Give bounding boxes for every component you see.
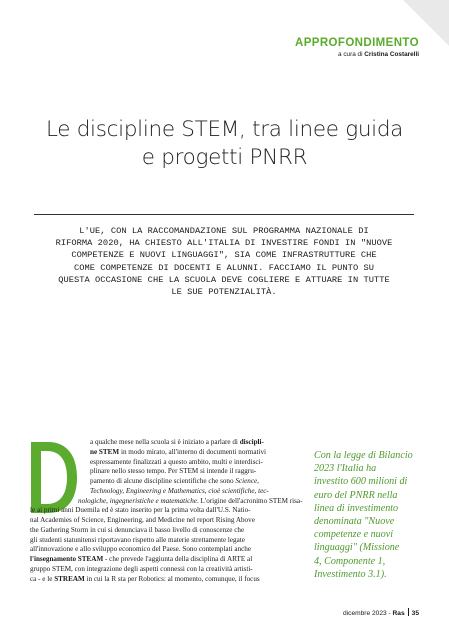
pull-quote-line: 2023 l'Italia ha (314, 463, 377, 475)
byline-author: Cristina Costarelli (364, 51, 419, 58)
body-line (30, 467, 295, 477)
body-text-run: all'innovazione e allo sviluppo economico del Paese. Sono contemplati anche (30, 545, 251, 554)
lead-line: RIFORMA 2020, HA CHIESTO ALL'ITALIA DI INVESTIRE FONDI IN "NUOVE (55, 238, 393, 249)
pull-quote-line: 4, Componente 1, (314, 555, 386, 567)
body-text-run: le ai primi anni Duemila ed è stato inserito per la prima volta dall'U.S. Natio- (30, 506, 251, 515)
body-line (30, 565, 295, 575)
body-text-run: Science, (235, 477, 259, 485)
body-line (30, 545, 295, 555)
body-text-run: - che prevede l'aggiunta della disciplina di ARTE al (103, 555, 253, 563)
lead-line: COMPETENZE E NUOVI LINGUAGGI", SIA COME INFRASTRUTTURE CHE (71, 250, 377, 261)
body-text-run: ne STEM (90, 447, 120, 456)
title-line: Le discipline STEM, tra linee guida (45, 117, 404, 142)
lead-line: QUESTA OCCASIONE CHE LA SCUOLA DEVE COGLIERE E ATTUARE IN TUTTE (58, 274, 390, 285)
issue-date: dicembre 2023 (343, 610, 387, 617)
article-body (30, 438, 303, 584)
byline (295, 50, 419, 59)
body-text-run: , (204, 486, 209, 495)
body-text-run: Technology, Engineering e Mathematics (90, 486, 205, 495)
body-text-run: gli studenti statunitensi riportavano rispetto alle materie strettamente legate (30, 535, 245, 544)
body-text-run: plinare nello stesso tempo. Per STEM si intende il raggru- (90, 467, 257, 476)
article-title (20, 116, 429, 172)
body-text-run: in modo mirato, all'interno di documenti normativi (119, 447, 267, 456)
body-line (30, 448, 295, 458)
magazine-name: Ras (392, 610, 405, 617)
body-text-run: STREAM (54, 574, 85, 583)
page-number: 35 (411, 610, 419, 617)
body-line (30, 477, 295, 487)
body-line (30, 458, 295, 468)
body-line (30, 526, 295, 536)
pull-quote-line: Con la legge di Bilancio (314, 450, 413, 461)
pull-quote-line: linguaggi" (Missione (314, 542, 400, 554)
title-line: e progetti PNRR (141, 145, 308, 170)
pull-quote-line: linea di investimento (314, 502, 399, 514)
lead-line: L'UE, CON LA RACCOMANDAZIONE SUL PROGRAMMA NAZIONALE DI (79, 226, 369, 236)
body-line (30, 496, 303, 507)
body-line (30, 487, 295, 497)
byline-prefix: a cura di (338, 51, 363, 58)
lead-paragraph (34, 225, 414, 298)
body-line (30, 555, 295, 565)
body-text-run: l'insegnamento STEAM (30, 555, 104, 563)
pull-quote-line: denominata "Nuove (314, 516, 395, 528)
body-text-run: . L'origine dell'acronimo STEM risa- (196, 496, 303, 505)
lead-line: COME COMPETENZE DI DOCENTI E ALUNNI. FACCIAMO IL PUNTO SU (73, 262, 374, 273)
page-footer: dicembre 2023 - Ras 35 (343, 610, 419, 617)
section-header (295, 36, 419, 59)
pull-quote-line: competenze e nuovi (314, 529, 394, 541)
body-text-run: the Gathering Storm in cui si denunciava il basso livello di conoscenze che (30, 525, 245, 534)
footer-separator (408, 608, 409, 616)
pull-quote-line: euro del PNRR nella (314, 489, 398, 501)
body-text-run: espressamente finalizzati a questo ambito, multi e interdisci- (90, 457, 263, 466)
lead-line: LE SUE POTENZIALITÀ. (171, 287, 277, 298)
divider (34, 214, 414, 215)
pull-quote-line: Investimento 3.1). (314, 568, 387, 580)
body-line (30, 506, 295, 516)
pull-quote-line: investito 600 milioni di (314, 476, 408, 488)
body-text-run: cioè scientifiche, tec- (208, 486, 269, 495)
body-text-run: nal Academies of Science, Engineering, and Medicine nel report Rising Above (30, 516, 255, 524)
body-text-run: gruppo STEM, con integrazione degli aspetti connessi con la creatività artisti- (30, 564, 253, 573)
body-text-run: in cui la R sta per Robotics: al momento, comunque, il focus (84, 574, 260, 583)
body-line (30, 575, 295, 585)
body-line (30, 438, 295, 448)
section-tag: APPROFONDIMENTO (295, 37, 419, 49)
body-text-run: ca - e le (30, 574, 55, 583)
body-line (30, 536, 295, 546)
drop-cap-letter: D (30, 441, 31, 442)
body-text-run: nologiche, ingegneristiche e matematiche (78, 496, 197, 505)
body-text-run: pamento di alcune discipline scientifiche che sono (90, 477, 236, 485)
body-text-run: a qualche mese nella scuola si è iniziato a parlare di (90, 438, 240, 446)
pull-quote (314, 449, 426, 581)
body-text-run: discipli- (239, 438, 264, 446)
body-line (30, 516, 295, 526)
